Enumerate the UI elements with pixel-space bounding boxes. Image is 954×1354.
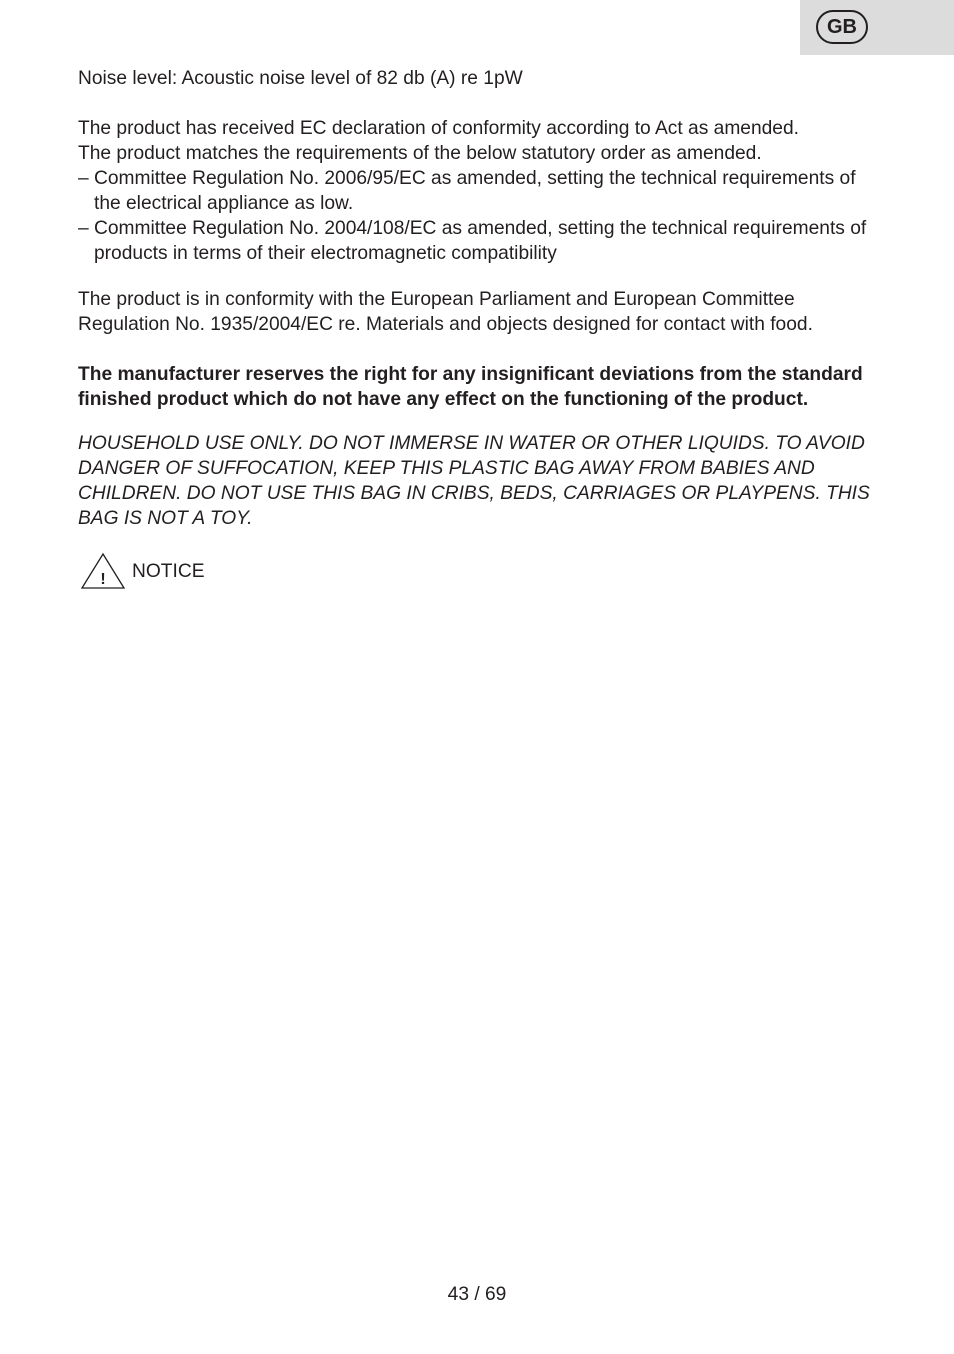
svg-text:!: !	[100, 571, 106, 588]
statutory-order-text: The product matches the requirements of the below statutory order as amended.	[78, 143, 762, 164]
warning-triangle-icon	[80, 552, 126, 590]
noise-level-text: Noise level: Acoustic noise level of 82 db (A) re 1pW	[78, 68, 523, 89]
language-tab	[800, 0, 954, 55]
regulation-text: Committee Regulation No. 2004/108/EC as amended, setting the technical requirements of products in terms of their electromagnetic compatibility	[94, 218, 867, 264]
ec-declaration-text: The product has received EC declaration of conformity according to Act as amended.	[78, 118, 799, 139]
food-contact-text: The product is in conformity with the European Parliament and European Committee Regulation No. 1935/2004/EC re. Materials and objects designed for contact with food.	[78, 289, 813, 335]
notice-label: NOTICE	[132, 560, 205, 582]
document-body	[78, 66, 878, 591]
regulation-text: Committee Regulation No. 2006/95/EC as amended, setting the technical requirements of the electrical appliance as low.	[94, 168, 856, 214]
notice-row	[78, 551, 878, 591]
list-dash: –	[78, 218, 89, 239]
regulation-item	[78, 166, 878, 216]
language-badge: GB	[816, 10, 868, 44]
manufacturer-notice-text: The manufacturer reserves the right for any insignificant deviations from the standard finished product which do not have any effect on the functioning of the product.	[78, 364, 863, 410]
safety-warning-text: HOUSEHOLD USE ONLY. DO NOT IMMERSE IN WATER OR OTHER LIQUIDS. TO AVOID DANGER OF SUFFOCATION, KEEP THIS PLASTIC BAG AWAY FROM BABIES AND CHILDREN. DO NOT USE THIS BAG IN CRIBS, BEDS, CARRIAGES OR PLAYPENS. THIS BAG IS NOT A TOY.	[78, 433, 870, 529]
page-number: 43 / 69	[447, 1284, 507, 1305]
list-dash: –	[78, 168, 89, 189]
regulation-item	[78, 216, 878, 266]
